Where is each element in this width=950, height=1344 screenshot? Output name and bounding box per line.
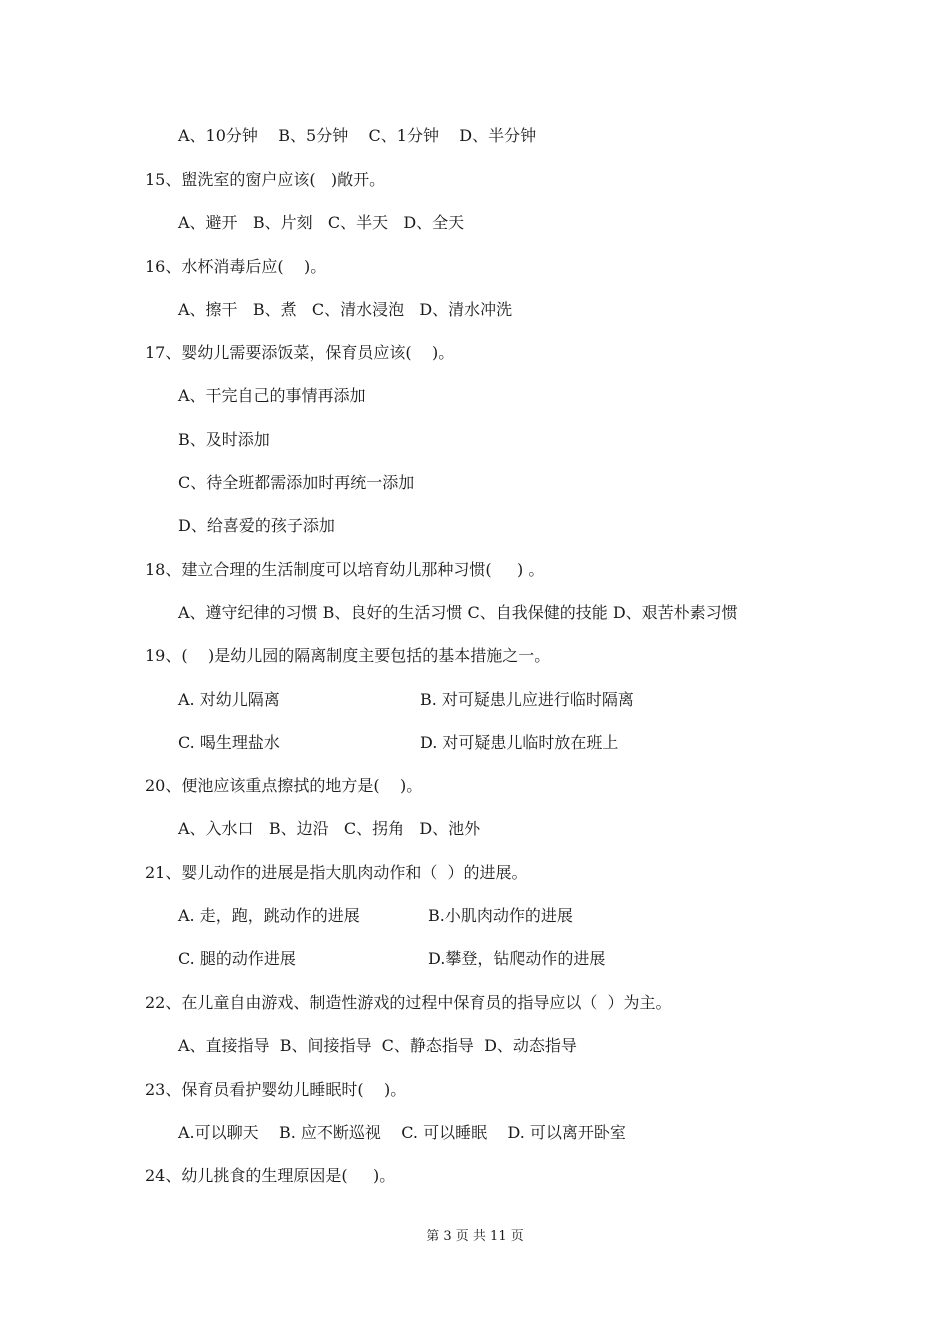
question-19-option-d: D. 对可疑患儿临时放在班上 [420, 733, 619, 752]
question-23-stem: 23、保育员看护婴幼儿睡眠时( )。 [145, 1080, 407, 1099]
question-19-option-c: C. 喝生理盐水 [178, 733, 280, 752]
question-17-stem: 17、婴幼儿需要添饭菜，保育员应该( )。 [145, 343, 455, 362]
question-21-option-c: C. 腿的动作进展 [178, 949, 296, 968]
question-22-stem: 22、在儿童自由游戏、制造性游戏的过程中保育员的指导应以（ ）为主。 [145, 993, 672, 1012]
q14-options: A、10分钟 B、5分钟 C、1分钟 D、半分钟 [178, 126, 537, 145]
question-23-options: A.可以聊天 B. 应不断巡视 C. 可以睡眠 D. 可以离开卧室 [178, 1123, 626, 1142]
question-19-option-a: A. 对幼儿隔离 [178, 690, 280, 709]
question-17-option-a: A、干完自己的事情再添加 [178, 386, 366, 405]
question-19-stem: 19、( )是幼儿园的隔离制度主要包括的基本措施之一。 [145, 646, 551, 665]
question-20-options: A、入水口 B、边沿 C、拐角 D、池外 [178, 819, 481, 838]
question-21-option-a: A. 走，跑，跳动作的进展 [178, 906, 360, 925]
question-18-options: A、遵守纪律的习惯 B、良好的生活习惯 C、自我保健的技能 D、艰苦朴素习惯 [178, 603, 738, 622]
question-24-stem: 24、幼儿挑食的生理原因是( )。 [145, 1166, 396, 1185]
question-21-option-b: B.小肌肉动作的进展 [428, 906, 573, 925]
question-18-stem: 18、建立合理的生活制度可以培育幼儿那种习惯( ) 。 [145, 560, 545, 579]
question-16-stem: 16、水杯消毒后应( )。 [145, 257, 327, 276]
question-15-options: A、避开 B、片刻 C、半天 D、全天 [178, 213, 465, 232]
question-21-option-d: D.攀登，钻爬动作的进展 [428, 949, 606, 968]
question-17-option-c: C、待全班都需添加时再统一添加 [178, 473, 415, 492]
question-20-stem: 20、便池应该重点擦拭的地方是( )。 [145, 776, 423, 795]
question-15-stem: 15、盥洗室的窗户应该( )敞开。 [145, 170, 386, 189]
question-16-options: A、擦干 B、煮 C、清水浸泡 D、清水冲洗 [178, 300, 513, 319]
page-number: 第 3 页 共 11 页 [426, 1229, 524, 1244]
question-17-option-d: D、给喜爱的孩子添加 [178, 516, 335, 535]
question-17-option-b: B、及时添加 [178, 430, 270, 449]
question-19-option-b: B. 对可疑患儿应进行临时隔离 [420, 690, 634, 709]
question-21-stem: 21、婴儿动作的进展是指大肌肉动作和（ ）的进展。 [145, 863, 528, 882]
question-22-options: A、直接指导 B、间接指导 C、静态指导 D、动态指导 [178, 1036, 577, 1055]
